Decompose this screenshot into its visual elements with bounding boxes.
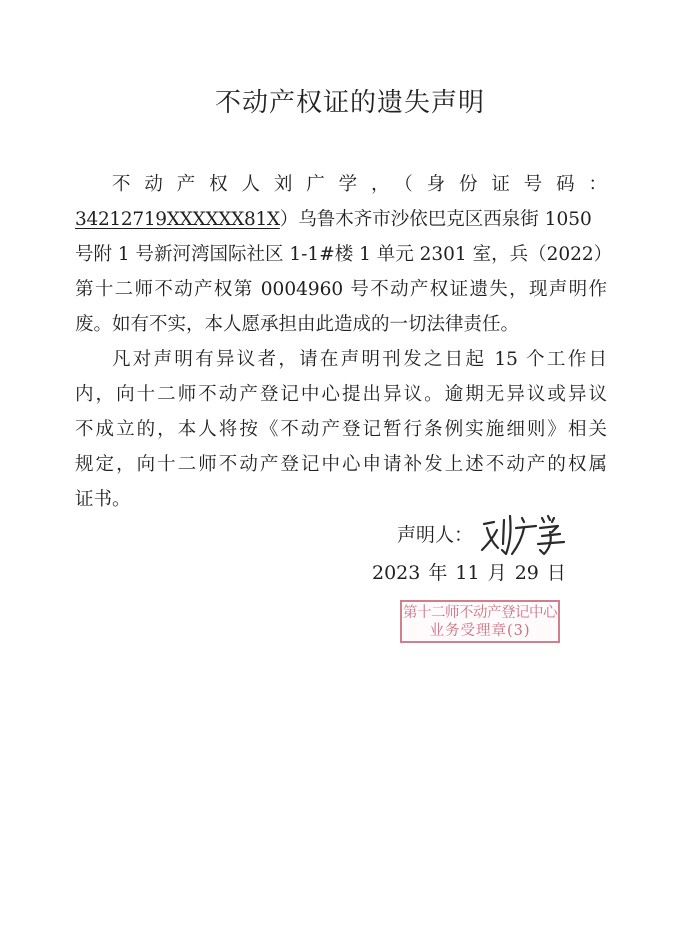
- paragraph2-line1: 凡对声明有异议者，请在声明刊发之日起 15 个工作日: [112, 349, 607, 370]
- declaration-date: 2023 年 11 月 29 日: [372, 562, 566, 584]
- id-number: 34212719XXXXXX81X: [75, 209, 280, 230]
- paragraph2-line5: 证书。: [75, 489, 131, 510]
- paragraph1-line3: 号附 1 号新河湾国际社区 1-1#楼 1 单元 2301 室，兵（2022）: [75, 244, 613, 265]
- paragraph2-line3: 不成立的，本人将按《不动产登记暂行条例实施细则》相关: [75, 419, 607, 440]
- paragraph1-line4: 第十二师不动产权第 0004960 号不动产权证遗失，现声明作: [75, 279, 607, 300]
- address-start: ）乌鲁木齐市沙依巴克区西泉街 1050: [279, 209, 592, 230]
- paragraph1-line1: 不动产权人刘广学，（身份证号码：: [112, 174, 607, 195]
- signature-label: 声明人：: [397, 524, 474, 546]
- paragraph2-line4: 规定，向十二师不动产登记中心申请补发上述不动产的权属: [75, 454, 607, 475]
- stamp-line2: 业务受理章(3): [429, 623, 531, 639]
- paragraph1-line2: [75, 203, 607, 237]
- paragraph2-line2: 内，向十二师不动产登记中心提出异议。逾期无异议或异议: [75, 384, 607, 405]
- handwritten-signature: [478, 510, 568, 560]
- document-title: 不动产权证的遗失声明: [214, 88, 485, 118]
- paragraph1-line5: 废。如有不实，本人愿承担由此造成的一切法律责任。: [75, 314, 520, 335]
- stamp-line1: 第十二师不动产登记中心: [403, 605, 557, 621]
- official-stamp: [400, 600, 560, 643]
